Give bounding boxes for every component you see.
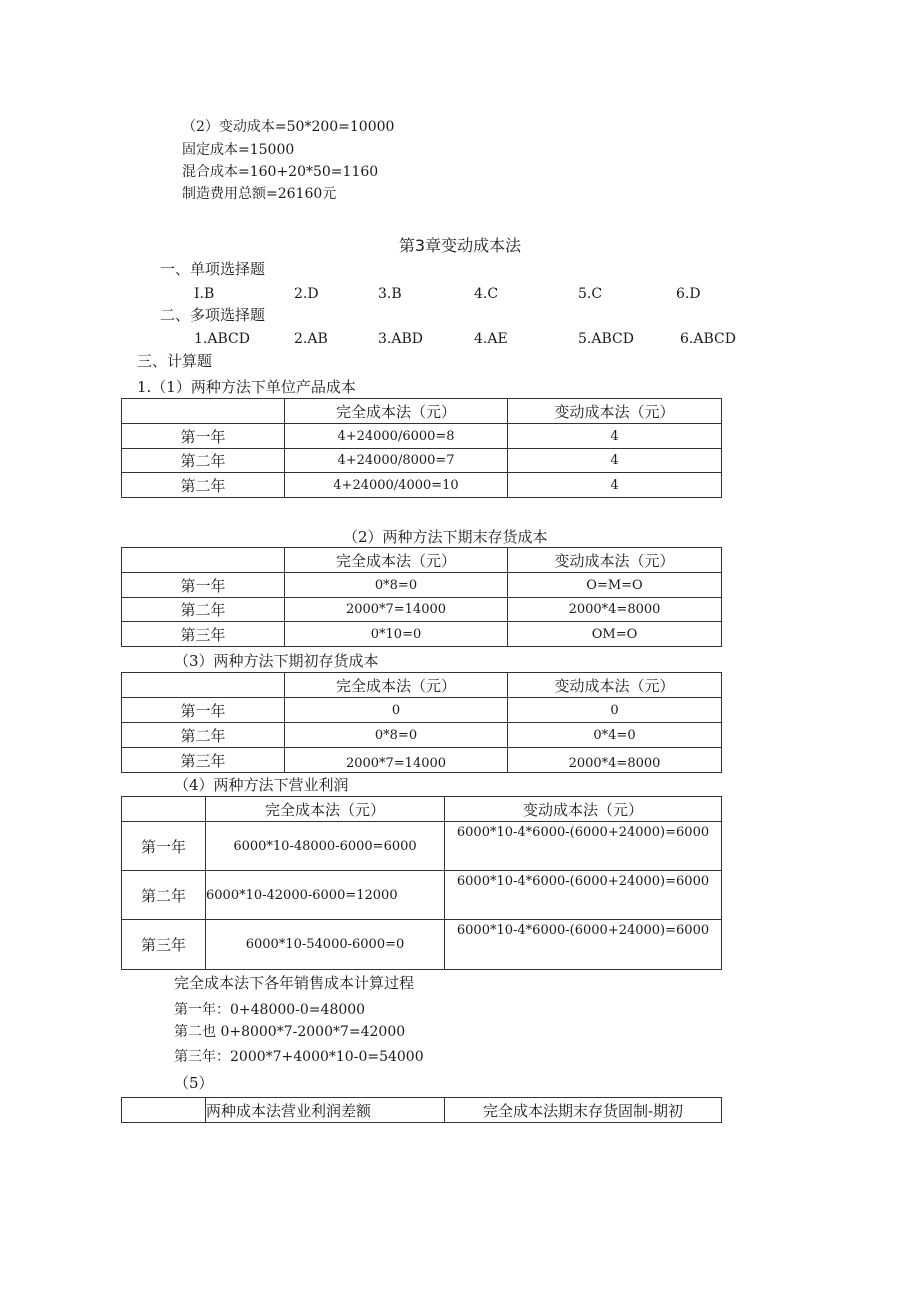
multi-answer-3: 3.ABD [378,331,423,347]
multi-answer-1: 1.ABCD [194,331,250,347]
table-row [122,822,722,871]
q4-table [121,796,722,970]
year-cell: 第三年 [122,748,285,773]
header-cell: 完全成本法（元） [206,797,445,822]
value-cell: 4+24000/4000=10 [285,473,508,498]
year-cell: 第二年 [122,871,206,920]
header-cell [122,399,285,424]
sales-cost-line-1: 第一年：0+48000-0=48000 [174,1002,366,1018]
header-cell: 完全成本法（元） [285,399,508,424]
table-row [122,748,722,773]
table-row [122,622,722,647]
multi-answer-4: 4.AE [474,331,508,347]
header-cell [122,1098,206,1123]
multi-answer-5: 5.ABCD [578,331,634,347]
year-cell: 第二年 [122,473,285,498]
table-header-row [122,1098,722,1123]
section-single-choice-heading: 一、单项选择题 [160,260,266,278]
value-cell: 4 [508,424,722,449]
year-cell: 第二年 [122,723,285,748]
value-cell: 6000*10-4*6000-(6000+24000)=6000 [445,920,722,970]
section-calculation-heading: 三、计算题 [137,352,213,370]
value-cell: 0*8=0 [285,723,508,748]
value-cell: 6000*10-4*6000-(6000+24000)=6000 [445,871,722,920]
header-cell: 变动成本法（元） [508,673,722,698]
year-cell: 第二年 [122,449,285,473]
table-header-row [122,548,722,573]
q2-title: （2）两种方法下期末存货成本 [343,528,548,546]
table-row [122,698,722,723]
value-cell: 4 [508,449,722,473]
table-row [122,598,722,622]
header-cell: 完全成本法（元） [285,673,508,698]
value-cell: 4 [508,473,722,498]
q5-title: （5） [174,1074,214,1092]
table-row [122,473,722,498]
intro-line-3: 混合成本=160+20*50=1160 [182,164,379,180]
year-cell: 第一年 [122,573,285,598]
table-row [122,920,722,970]
table-row [122,449,722,473]
header-cell: 变动成本法（元） [508,548,722,573]
section-multi-choice-heading: 二、多项选择题 [160,306,266,324]
q5-table [121,1097,722,1123]
value-cell: 0 [285,698,508,723]
q2-table [121,547,722,647]
single-answer-4: 4.C [474,286,499,302]
value-cell: 6000*10-42000-6000=12000 [206,871,445,920]
value-cell: 2000*4=8000 [508,598,722,622]
table-header-row [122,399,722,424]
year-cell: 第一年 [122,698,285,723]
value-cell: 2000*7=14000 [285,598,508,622]
value-cell: 0 [508,698,722,723]
header-cell [122,673,285,698]
sales-cost-line-3: 第三年：2000*7+4000*10-0=54000 [174,1049,424,1065]
intro-line-2: 固定成本=15000 [182,142,295,158]
year-cell: 第一年 [122,424,285,449]
intro-line-4: 制造费用总额=26160元 [182,186,337,202]
value-cell: O=M=O [508,573,722,598]
table-header-row [122,797,722,822]
header-cell: 完全成本法（元） [285,548,508,573]
value-cell: 0*10=0 [285,622,508,647]
table-row [122,871,722,920]
q1-title: 1.（1）两种方法下单位产品成本 [137,378,356,396]
single-answer-6: 6.D [676,286,701,302]
header-cell: 完全成本法期末存货固制-期初 [445,1098,722,1123]
header-cell: 变动成本法（元） [445,797,722,822]
value-cell: 2000*7=14000 [285,748,508,773]
value-cell: 6000*10-4*6000-(6000+24000)=6000 [445,822,722,871]
single-answer-2: 2.D [294,286,319,302]
value-cell: 0*4=0 [508,723,722,748]
multi-answer-2: 2.AB [294,331,328,347]
header-cell [122,797,206,822]
value-cell: 4+24000/6000=8 [285,424,508,449]
table-row [122,424,722,449]
sales-cost-title: 完全成本法下各年销售成本计算过程 [174,974,415,992]
q3-table [121,672,722,773]
single-answer-3: 3.B [378,286,402,302]
year-cell: 第三年 [122,622,285,647]
value-cell: 2000*4=8000 [508,748,722,773]
value-cell: 6000*10-54000-6000=0 [206,920,445,970]
table-header-row [122,673,722,698]
q4-title: （4）两种方法下营业利润 [174,776,349,794]
value-cell: 4+24000/8000=7 [285,449,508,473]
header-cell [122,548,285,573]
q3-title: （3）两种方法下期初存货成本 [174,652,379,670]
single-answer-5: 5.C [578,286,603,302]
header-cell: 两种成本法营业利润差额 [206,1098,445,1123]
value-cell: 0*8=0 [285,573,508,598]
table-row [122,573,722,598]
intro-line-1: （2）变动成本=50*200=10000 [182,119,395,135]
single-answer-1: I.B [194,286,215,302]
year-cell: 第一年 [122,822,206,871]
chapter-title: 第3章变动成本法 [398,236,522,255]
header-cell: 变动成本法（元） [508,399,722,424]
sales-cost-line-2: 第二也 0+8000*7-2000*7=42000 [174,1024,406,1040]
multi-answer-6: 6.ABCD [680,331,736,347]
table-row [122,723,722,748]
value-cell: 6000*10-48000-6000=6000 [206,822,445,871]
year-cell: 第二年 [122,598,285,622]
q1-table [121,398,722,498]
value-cell: OM=O [508,622,722,647]
year-cell: 第三年 [122,920,206,970]
